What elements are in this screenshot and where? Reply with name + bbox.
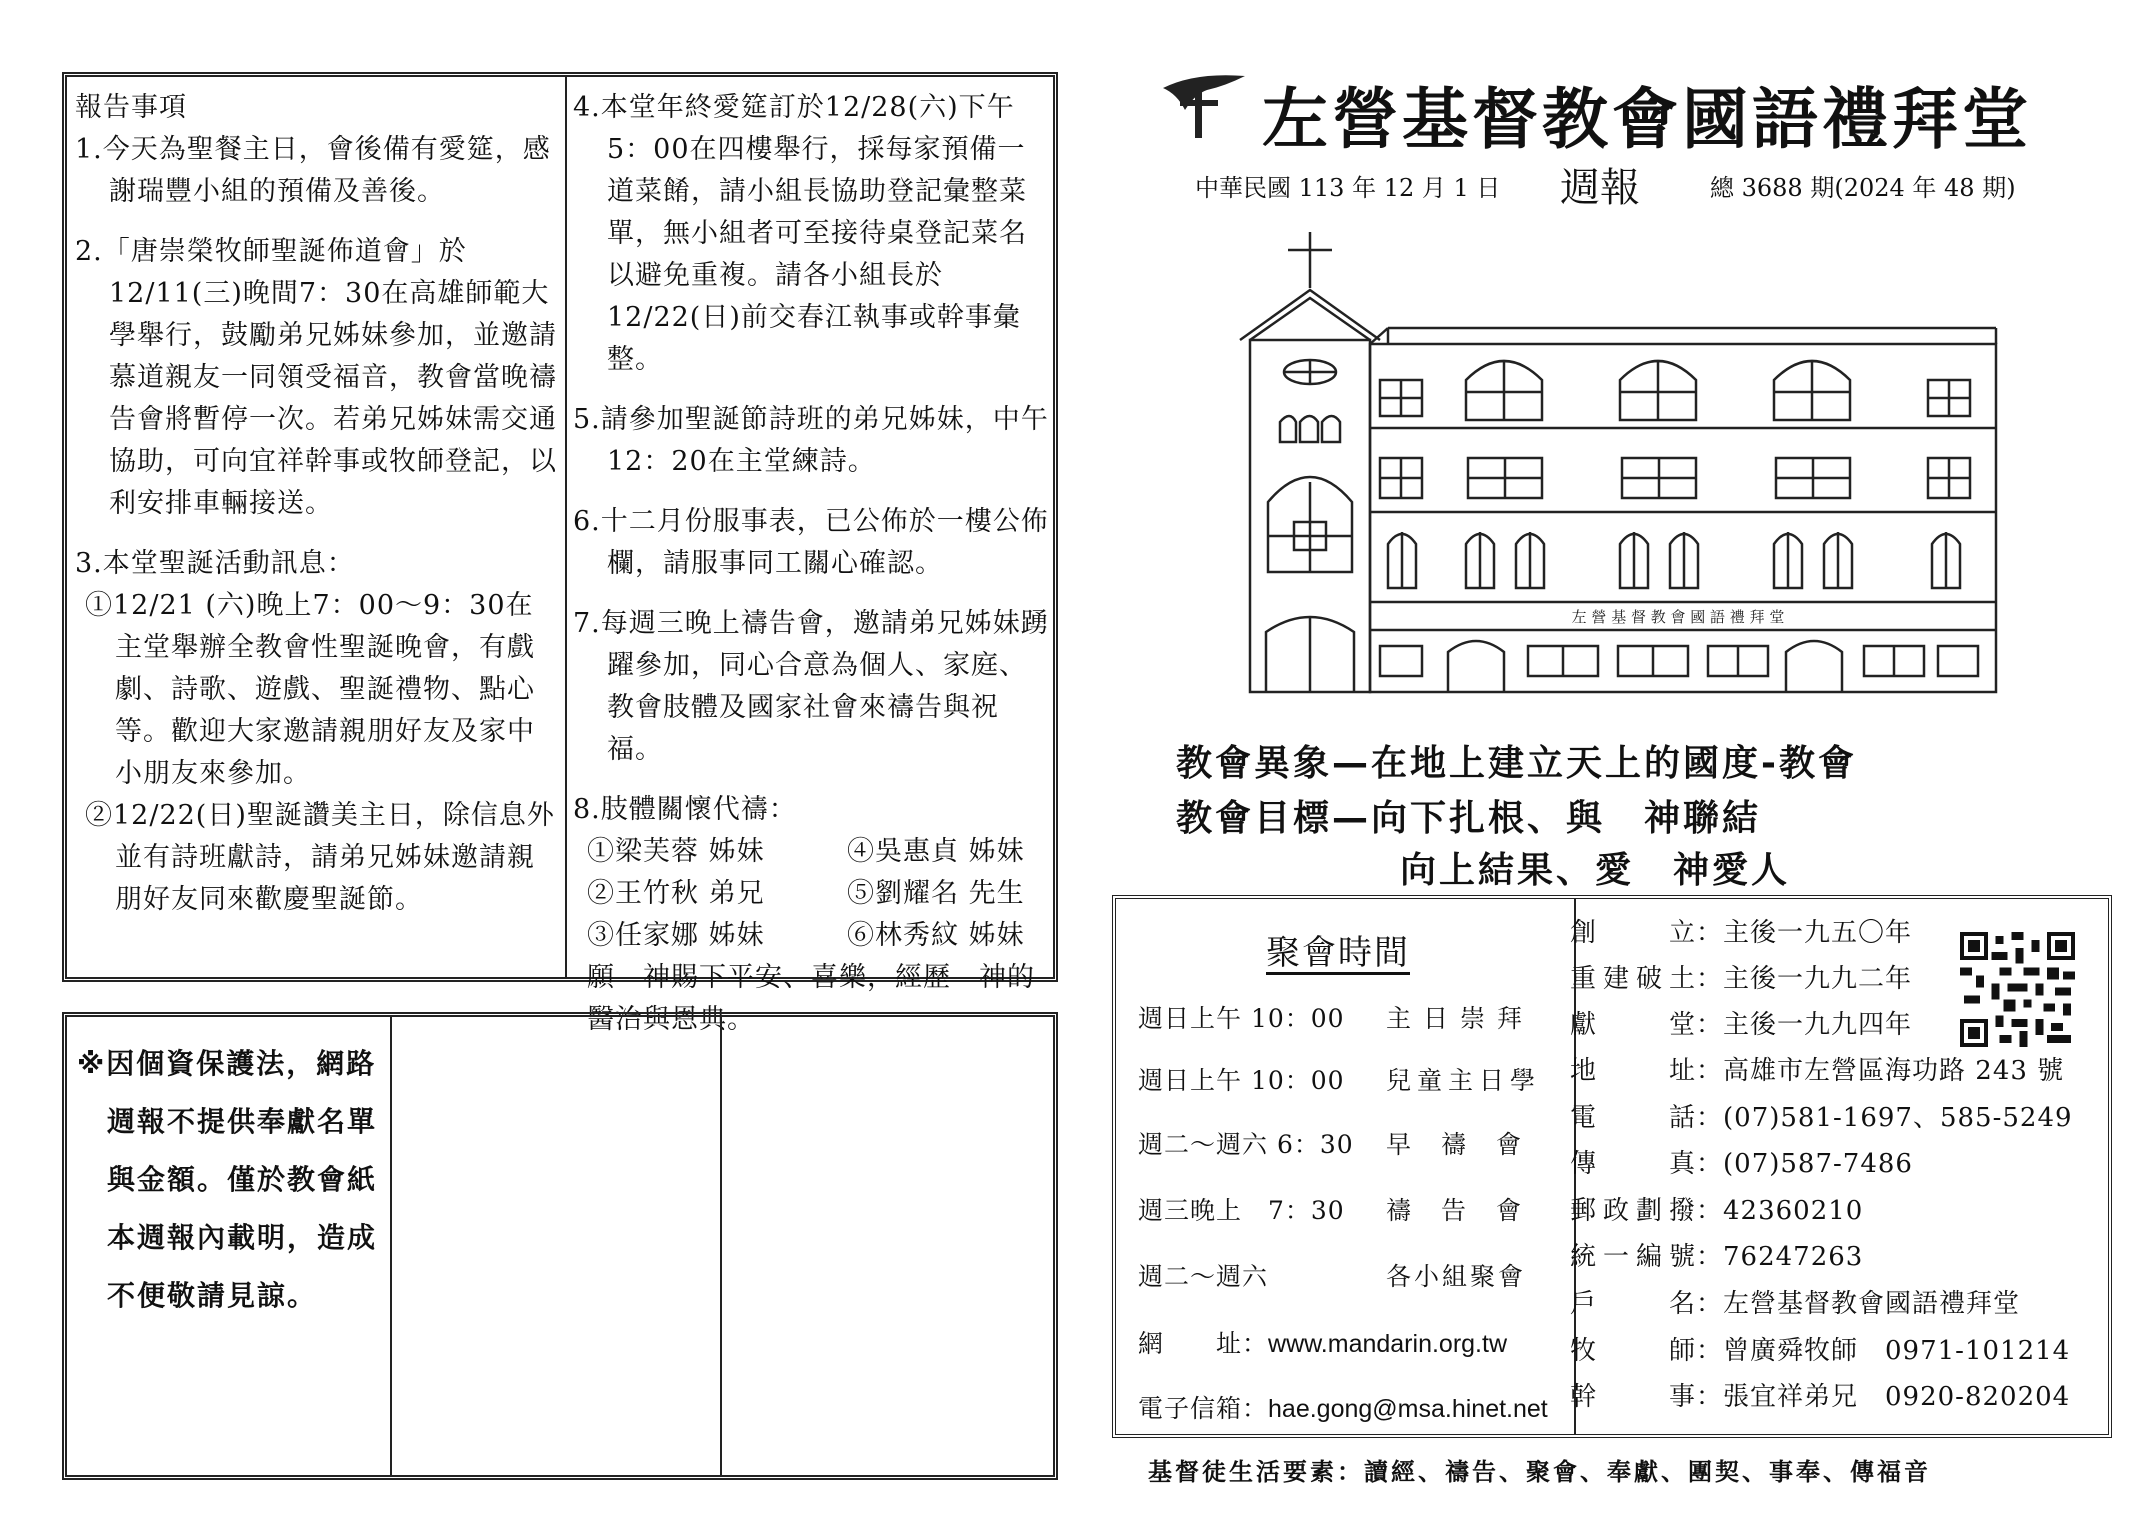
email-link[interactable]: hae.gong@msa.hinet.net bbox=[1268, 1395, 1548, 1423]
issue-number: 總 3688 期(2024 年 48 期) bbox=[1710, 174, 2016, 202]
website-row: 網 址：www.mandarin.org.tw bbox=[1138, 1329, 1507, 1358]
meeting-row: 週日上午 10：00 兒童主日學 bbox=[1138, 1066, 1542, 1095]
weekly-label: 週報 bbox=[1560, 165, 1640, 211]
prayer-blessing: 願 神賜下平安、喜樂，經歷 神的醫治與恩典。 bbox=[587, 962, 1035, 1035]
prayer-row bbox=[573, 831, 1049, 873]
info-row: 地址：高雄市左營區海功路 243 號 bbox=[1570, 1056, 2065, 1086]
info-row: 電話：(07)581-1697、585-5249 bbox=[1570, 1103, 2073, 1133]
info-row: 獻堂：主後一九九四年 bbox=[1570, 1010, 1913, 1040]
church-building-illustration bbox=[1238, 232, 1998, 694]
info-row: 戶名：左營基督教會國語禮拜堂 bbox=[1570, 1289, 2021, 1319]
notice-line: 與金額。僅於教會紙 bbox=[107, 1163, 378, 1196]
info-row: 重建破土：主後一九九二年 bbox=[1570, 964, 1913, 994]
announcement-item-6: 6.十二月份服事表，已公佈於一樓公佈欄，請服事同工關心確認。 bbox=[573, 506, 1049, 579]
church-goal: 教會目標—向下扎根、與 神聯結 bbox=[1176, 798, 1762, 839]
announcements-left-column bbox=[67, 77, 567, 977]
prayer-name: ①梁芙蓉 姊妹 bbox=[587, 836, 765, 867]
meeting-row: 週二～週六 6：30 早禱會 bbox=[1138, 1130, 1552, 1159]
meeting-times-panel bbox=[1116, 899, 1576, 1434]
announcement-item-3-1: ①12/21 (六)晚上7：00～9：30在主堂舉辦全教會性聖誕晚會，有戲劇、詩歌、遊戲、聖誕禮物、點心等。歡迎大家邀請親朋好友及家中小朋友來參加。 bbox=[85, 590, 535, 789]
announcement-item-3-2: ②12/22(日)聖誕讚美主日，除信息外並有詩班獻詩，請弟兄姊妹邀請親朋好友同來歡慶聖誕節。 bbox=[85, 800, 555, 915]
notice-line: 不便敬請見諒。 bbox=[107, 1279, 318, 1312]
issue-date: 中華民國 113 年 12 月 1 日 bbox=[1195, 174, 1501, 202]
announcement-item-1: 1.今天為聖餐主日，會後備有愛筵，感謝瑞豐小組的預備及善後。 bbox=[75, 134, 551, 207]
announcement-item-8: 8.肢體關懷代禱： bbox=[573, 794, 797, 825]
church-logo-icon bbox=[1155, 70, 1250, 140]
website-link[interactable]: www.mandarin.org.tw bbox=[1268, 1330, 1507, 1358]
prayer-row bbox=[573, 915, 1049, 957]
meeting-times-title: 聚會時間 bbox=[1266, 933, 1410, 973]
meeting-row: 週二～週六 各小組聚會 bbox=[1138, 1262, 1527, 1291]
prayer-name: ⑥林秀紋 姊妹 bbox=[847, 920, 1025, 951]
announcements-heading: 報告事項 bbox=[75, 92, 187, 123]
info-row: 創立：主後一九五〇年 bbox=[1570, 918, 1913, 948]
church-vision: 教會異象—在地上建立天上的國度-教會 bbox=[1176, 743, 1857, 784]
prayer-name: ③任家娜 姊妹 bbox=[587, 920, 765, 951]
announcement-item-3: 3.本堂聖誕活動訊息： bbox=[75, 548, 355, 579]
building-sign: 左 營 基 督 教 會 國 語 禮 拜 堂 bbox=[1571, 608, 1785, 626]
notice-line: ※因個資保護法，網路 bbox=[77, 1047, 377, 1080]
info-row: 牧師：曾廣舜牧師 0971-101214 bbox=[1570, 1336, 2071, 1366]
announcements-box bbox=[62, 72, 1058, 1035]
footer-motto: 基督徒生活要素：讀經、禱告、聚會、奉獻、團契、事奉、傳福音 bbox=[1148, 1458, 1931, 1486]
qr-code-icon[interactable] bbox=[1960, 932, 2075, 1047]
notice-line: 本週報內載明，造成 bbox=[107, 1221, 378, 1254]
page-title: 左營基督教會國語禮拜堂 bbox=[1262, 80, 2032, 158]
meeting-row: 週日上午 10：00 主日崇拜 bbox=[1138, 1004, 1535, 1033]
info-row: 郵政劃撥：42360210 bbox=[1570, 1196, 1864, 1226]
prayer-name: ⑤劉耀名 先生 bbox=[847, 878, 1025, 909]
notice-line: 週報不提供奉獻名單 bbox=[107, 1105, 378, 1138]
church-goal-2: 向上結果、愛 神愛人 bbox=[1400, 850, 1791, 891]
email-row: 電子信箱：hae.gong@msa.hinet.net bbox=[1138, 1394, 1548, 1423]
info-row: 統一編號：76247263 bbox=[1570, 1242, 1864, 1272]
announcement-item-4: 4.本堂年終愛筵訂於12/28(六)下午5：00在四樓舉行，採每家預備一道菜餚，請小組長協助登記彙整菜單，無小組者可至接待桌登記菜名以避免重複。請各小組長於12/22(日)前交春江執事或幹事彙整。 bbox=[573, 92, 1027, 375]
meeting-row: 週三晚上 7：30 禱告會 bbox=[1138, 1196, 1552, 1225]
info-row: 傳真：(07)587-7486 bbox=[1570, 1149, 1913, 1179]
notice-column bbox=[67, 1017, 392, 1475]
empty-column bbox=[392, 1017, 722, 1475]
announcement-item-2: 2.「唐崇榮牧師聖誕佈道會」於12/11(三)晚間7：30在高雄師範大學舉行，鼓勵弟兄姊妹參加，並邀請慕道親友一同領受福音，教會當晚禱告會將暫停一次。若弟兄姊妹需交通協助，可向宜祥幹事或牧師登記，以利安排車輛接送。 bbox=[75, 236, 557, 519]
prayer-name: ②王竹秋 弟兄 bbox=[587, 878, 765, 909]
announcement-item-5: 5.請參加聖誕節詩班的弟兄姊妹，中午12：20在主堂練詩。 bbox=[573, 404, 1049, 477]
prayer-name: ④吳惠貞 姊妹 bbox=[847, 836, 1025, 867]
announcements-right-column bbox=[567, 77, 1053, 1035]
info-row: 幹事：張宜祥弟兄 0920-820204 bbox=[1570, 1382, 2071, 1412]
prayer-row bbox=[573, 873, 1049, 915]
announcement-item-7: 7.每週三晚上禱告會，邀請弟兄姊妹踴躍參加，同心合意為個人、家庭、教會肢體及國家社會來禱告與祝福。 bbox=[573, 608, 1049, 765]
offering-notice-box bbox=[62, 1012, 1058, 1480]
